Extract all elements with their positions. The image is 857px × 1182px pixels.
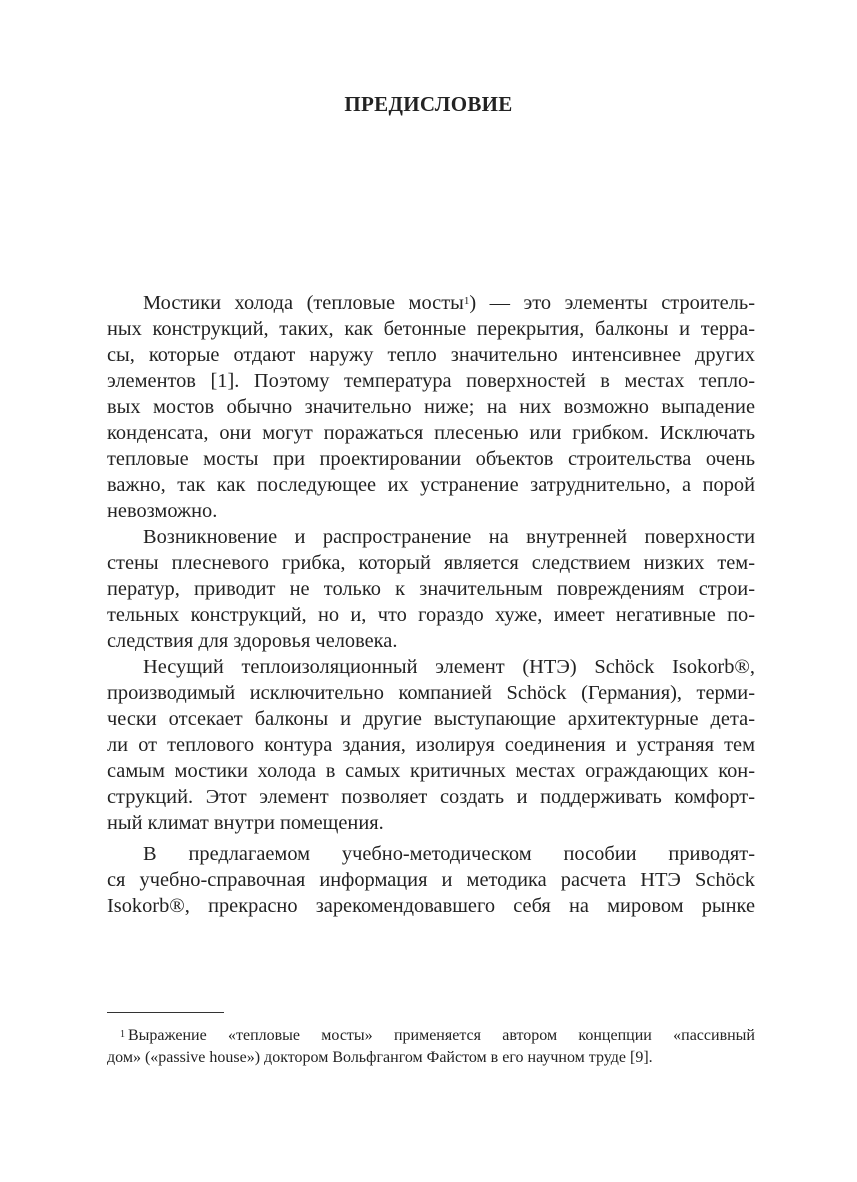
paragraph-1-line-4: элементов [1]. Поэтому температура поверхностей в местах тепло- — [107, 370, 755, 392]
page-title: ПРЕДИСЛОВИЕ — [344, 92, 513, 116]
footnote-mark: 1 — [120, 1029, 125, 1040]
paragraph-3-line-6: струкций. Этот элемент позволяет создать и поддерживать комфорт- — [107, 786, 755, 808]
paragraph-1-line-1-rest: ) — это элементы строитель- — [469, 292, 755, 314]
paragraph-1-line-9: невозможно. — [107, 500, 218, 522]
paragraph-3-line-3: чески отсекает балконы и другие выступающие архитектурные дета- — [107, 708, 755, 730]
paragraph-4-line-1: В предлагаемом учебно-методическом пособии приводят- — [143, 843, 755, 865]
paragraph-4-line-3: Isokorb®, прекрасно зарекомендовавшего себя на мировом рынке — [107, 895, 755, 917]
paragraph-2-line-1: Возникновение и распространение на внутренней поверхности — [143, 526, 755, 548]
paragraph-1-line-2: ных конструкций, таких, как бетонные перекрытия, балконы и терра- — [107, 318, 755, 340]
paragraph-1-line-1-text: Мостики холода (тепловые мосты — [143, 292, 464, 314]
paragraph-2-line-5: следствия для здоровья человека. — [107, 630, 398, 652]
paragraph-3-line-2: производимый исключительно компанией Schöck (Германия), терми- — [107, 682, 755, 704]
paragraph-1-line-1 — [143, 290, 755, 316]
paragraph-2-line-3: ператур, приводит не только к значительным повреждениям строи- — [107, 578, 755, 600]
paragraph-3-line-1: Несущий теплоизоляционный элемент (НТЭ) Schöck Isokorb®, — [143, 656, 755, 678]
footnote-line-2: дом» («passive house») доктором Вольфгангом Файстом в его научном труде [9]. — [107, 1049, 653, 1066]
paragraph-3-line-5: самым мостики холода в самых критичных местах ограждающих кон- — [107, 760, 755, 782]
paragraph-3-line-7: ный климат внутри помещения. — [107, 812, 384, 834]
footnote-separator — [107, 1012, 224, 1013]
footnote-line-1 — [120, 1025, 755, 1047]
footnote-line-1-text: Выражение «тепловые мосты» применяется автором концепции «пассивный — [128, 1027, 755, 1044]
paragraph-3-line-4: ли от теплового контура здания, изолируя соединения и устраняя тем — [107, 734, 755, 756]
paragraph-2-line-2: стены плесневого грибка, который является следствием низких тем- — [107, 552, 755, 574]
paragraph-1-line-8: важно, так как последующее их устранение затруднительно, а порой — [107, 474, 755, 496]
footnote-reference[interactable]: 1 — [463, 295, 470, 307]
paragraph-1-line-3: сы, которые отдают наружу тепло значительно интенсивнее других — [107, 344, 755, 366]
paragraph-1-line-6: конденсата, они могут поражаться плесенью или грибком. Исключать — [107, 422, 755, 444]
paragraph-1-line-5: вых мостов обычно значительно ниже; на них возможно выпадение — [107, 396, 755, 418]
paragraph-1-line-7: тепловые мосты при проектировании объектов строительства очень — [107, 448, 755, 470]
paragraph-2-line-4: тельных конструкций, но и, что гораздо хуже, имеет негативные по- — [107, 604, 755, 626]
paragraph-4-line-2: ся учебно-справочная информация и методика расчета НТЭ Schöck — [107, 869, 755, 891]
